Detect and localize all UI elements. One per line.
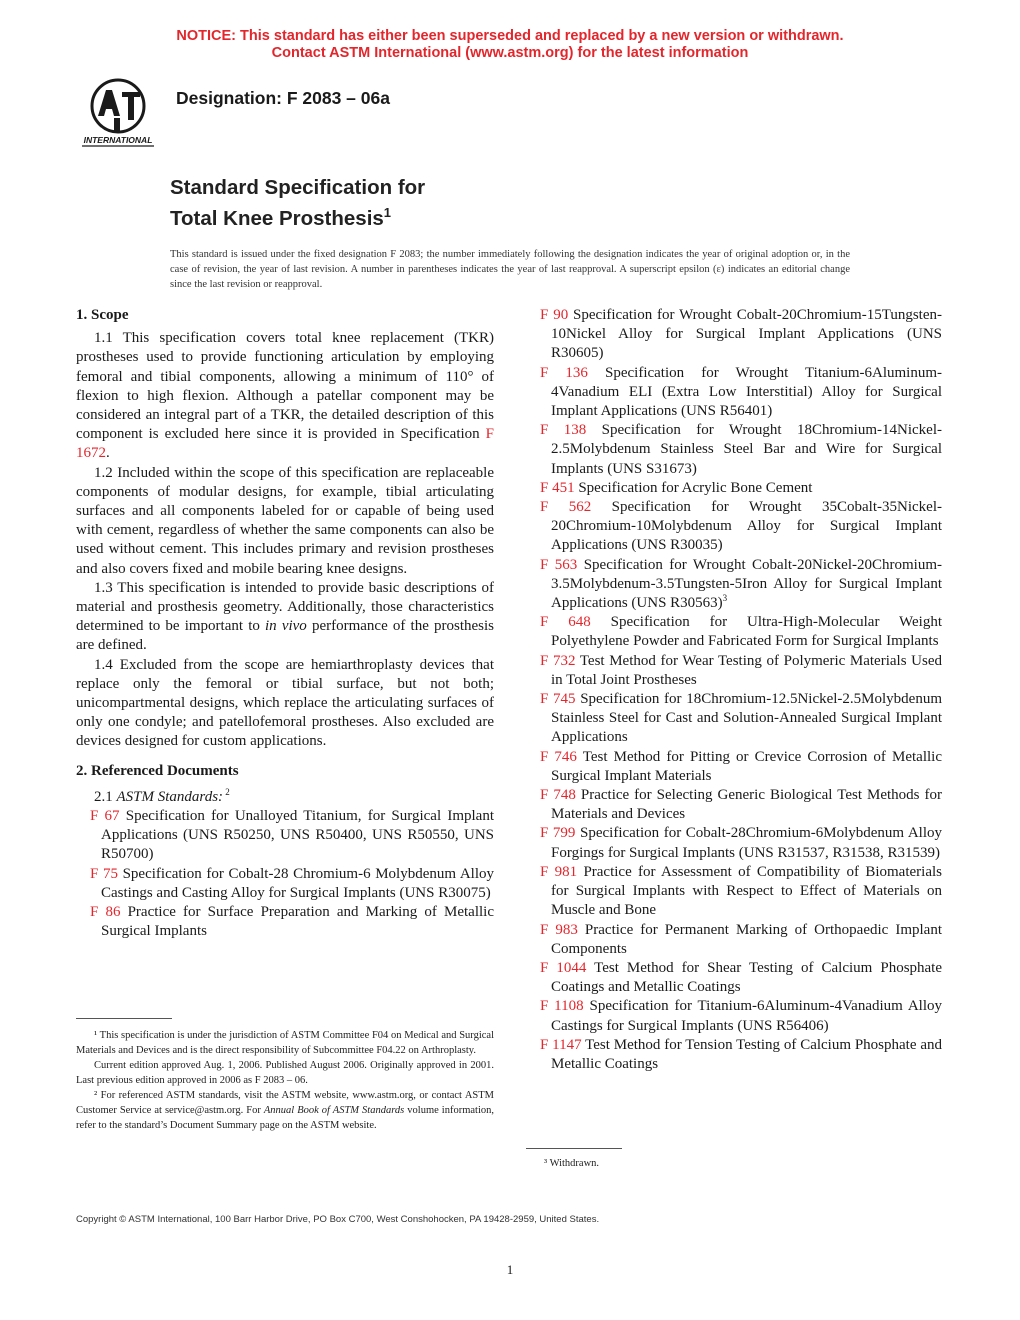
reference-code-link[interactable]: F 745	[540, 691, 576, 708]
reference-title: Specification for Unalloyed Titanium, for Surgical Implant Applications (UNS R50250, UNS R50400, UNS R50550, UNS R50700)	[101, 808, 494, 863]
notice-line-1: NOTICE: This standard has either been superseded and replaced by a new version or withdrawn.	[176, 28, 844, 44]
reference-title: Specification for Wrought Cobalt-20Nickel-20Chromium-3.5Molybdenum-3.5Tungsten-5Iron Alloy for Surgical Implant Applications (UNS R30563)	[551, 556, 942, 612]
reference-item	[540, 652, 942, 690]
footnote-1: ¹ This specification is under the jurisdiction of ASTM Committee F04 on Medical and Surgical Materials and Devices and is the direct responsibility of Subcommittee F04.22 on Arthroplasty.	[76, 1030, 494, 1056]
link-f1672[interactable]: F 1672	[76, 426, 494, 462]
reference-item	[540, 997, 942, 1035]
section-heading-scope: 1. Scope	[76, 307, 129, 323]
reference-code-link[interactable]: F 746	[540, 748, 577, 765]
reference-title: Test Method for Wear Testing of Polymeric Materials Used in Total Joint Prostheses	[551, 652, 942, 688]
left-reference-list	[76, 807, 494, 941]
reference-title: Specification for 18Chromium-12.5Nickel-2.5Molybdenum Stainless Steel for Cast and Solution-Annealed Surgical Implant Applications	[551, 691, 943, 746]
astm-logo-icon	[76, 76, 160, 152]
reference-title: Practice for Selecting Generic Biological Test Methods for Materials and Devices	[551, 787, 942, 823]
section-heading-referenced-documents: 2. Referenced Documents	[76, 762, 239, 779]
footnote-divider-left	[76, 1018, 172, 1019]
reference-code-link[interactable]: F 1108	[540, 998, 584, 1015]
right-reference-list	[526, 306, 942, 1074]
footnotes-left	[76, 1028, 494, 1133]
reference-code-link[interactable]: F 562	[540, 499, 592, 516]
reference-title: Practice for Surface Preparation and Marking of Metallic Surgical Implants	[101, 904, 494, 940]
notice-line-2: Contact ASTM International (www.astm.org) for the latest information	[271, 45, 749, 61]
reference-title: Test Method for Tension Testing of Calcium Phosphate and Metallic Coatings	[551, 1036, 942, 1072]
reference-title: Specification for Acrylic Bone Cement	[574, 479, 813, 496]
reference-item	[540, 921, 942, 959]
logo-text: INTERNATIONAL	[83, 135, 153, 145]
reference-title: Test Method for Pitting or Crevice Corrosion of Metallic Surgical Implant Materials	[551, 748, 942, 784]
reference-item	[540, 498, 942, 556]
reference-code-link[interactable]: F 451	[540, 479, 575, 496]
astm-logo	[76, 76, 160, 152]
reference-title: Specification for Wrought 35Cobalt-35Nickel-20Chromium-10Molybdenum Alloy for Surgical Implant Applications (UNS R30035)	[551, 499, 942, 554]
reference-code-link[interactable]: F 983	[540, 921, 578, 938]
reference-code-link[interactable]: F 136	[540, 364, 588, 381]
reference-code-link[interactable]: F 732	[540, 652, 576, 669]
reference-title: Specification for Ultra-High-Molecular Weight Polyethylene Powder and Fabricated Form for Surgical Implants	[551, 614, 943, 650]
reference-code-link[interactable]: F 1147	[540, 1036, 582, 1053]
reference-code-link[interactable]: F 86	[90, 904, 121, 921]
copyright-line: Copyright © ASTM International, 100 Barr Harbor Drive, PO Box C700, West Conshohocken, PA 19428-2959, United States.	[76, 1214, 600, 1225]
reference-item	[540, 421, 942, 479]
reference-item	[540, 786, 942, 824]
reference-title: Specification for Wrought Cobalt-20Chromium-15Tungsten-10Nickel Alloy for Surgical Implant Applications (UNS R30605)	[551, 307, 942, 362]
reference-title: Practice for Permanent Marking of Orthopaedic Implant Components	[551, 921, 943, 957]
reference-item	[90, 865, 494, 903]
reference-code-link[interactable]: F 75	[90, 865, 118, 882]
reference-item	[540, 613, 942, 651]
reference-code-link[interactable]: F 1044	[540, 959, 587, 976]
reference-title: Specification for Wrought Titanium-6Aluminum-4Vanadium ELI (Extra Low Interstitial) Alloy for Surgical Implant Applications (UNS R56401)	[551, 364, 942, 420]
footnotes-right	[526, 1156, 942, 1171]
reference-title: Specification for Titanium-6Aluminum-4Vanadium Alloy Castings for Surgical Implants (UNS R56406)	[551, 998, 942, 1034]
reference-code-link[interactable]: F 138	[540, 422, 587, 439]
reference-code-link[interactable]: F 799	[540, 825, 576, 842]
reference-title: Test Method for Shear Testing of Calcium Phosphate Coatings and Metallic Coatings	[551, 959, 943, 996]
reference-item	[540, 690, 942, 748]
footnote-2: ² For referenced ASTM standards, visit the ASTM website, www.astm.org, or contact ASTM Customer Service at service@astm.org. For Annual Book of ASTM Standards volume information, refer to the standard’s Document Summary page on the ASTM website.	[76, 1090, 494, 1131]
document-title	[170, 175, 425, 231]
astm-standards-subheading: 2.1 ASTM Standards: $^2$	[94, 786, 230, 805]
reference-item	[540, 364, 942, 422]
left-column	[76, 306, 494, 942]
scope-paragraph-1-3: 1.3 This specification is intended to provide basic descriptions of material and prosthesis geometry. Additionally, those characteristics determined to be important to in vivo performance of the prosthesis are defined.	[76, 579, 494, 654]
designation: Designation: F 2083 – 06a	[176, 88, 390, 108]
reference-item	[540, 1036, 942, 1074]
scope-paragraph-1-4: 1.4 Excluded from the scope are hemiarthroplasty devices that replace only the femoral or tibial surface, but not both; unicompartmental designs, which replace the articulating surfaces of only one condyle; and patellofemoral prostheses. Also excluded are devices designed for custom applications.	[76, 656, 494, 750]
standard-intro-note: This standard is issued under the fixed designation F 2083; the number immediately following the designation indicates the year of original adoption or, in the case of revision, the year of last revision. A number in parentheses indicates the year of last reapproval. A superscript epsilon (ε) indicates an editorial change since the last revision or reapproval.	[170, 249, 850, 290]
reference-item	[540, 863, 942, 921]
reference-title: Practice for Assessment of Compatibility of Biomaterials for Surgical Implants with Respect to Effect of Materials on Muscle and Bone	[551, 863, 942, 919]
title-line-1: Standard Specification for	[170, 176, 426, 199]
reference-code-link[interactable]: F 648	[540, 614, 591, 631]
reference-item	[540, 824, 942, 862]
reference-item	[90, 807, 494, 865]
reference-footnote-mark: 3	[722, 593, 728, 604]
reference-code-link[interactable]: F 563	[540, 556, 578, 573]
right-column	[526, 306, 942, 1074]
scope-paragraph-1-1: 1.1 This specification covers total knee replacement (TKR) prostheses used to provide functioning articulation by employing femoral and tibial components, allowing a minimum of 110° of flexion to high flexion. Although a patellar component may be considered an integral part of a TKR, the detailed description of this component is excluded here since it is provided in Specification F 1672.	[76, 330, 494, 462]
title-line-2: Total Knee Prosthesis	[170, 206, 384, 230]
notice-banner	[0, 28, 1020, 62]
reference-item	[540, 959, 942, 997]
reference-item	[540, 479, 942, 498]
reference-item	[540, 748, 942, 786]
reference-item	[90, 903, 494, 941]
scope-paragraph-1-2: 1.2 Included within the scope of this specification are replaceable components of modular designs, for example, tibial articulating surfaces and all components labeled for or capable of being used with cement, regardless of whether the same components can also be used without cement. This includes primary and revision prostheses and also covers fixed and mobile bearing knee designs.	[76, 464, 494, 577]
footnote-divider-right	[526, 1148, 622, 1149]
reference-code-link[interactable]: F 981	[540, 863, 578, 880]
footnote-1-edition: Current edition approved Aug. 1, 2006. Published August 2006. Originally approved in 2001. Last previous edition approved in 2006 as F 2083 – 06.	[76, 1060, 494, 1086]
reference-item	[540, 306, 942, 364]
reference-title: Specification for Cobalt-28Chromium-6Molybdenum Alloy Forgings for Surgical Implants (UNS R31537, R31538, R31539)	[551, 825, 942, 861]
reference-title: Specification for Cobalt-28 Chromium-6 Molybdenum Alloy Castings and Casting Alloy for Surgical Implants (UNS R30075)	[101, 865, 494, 901]
reference-code-link[interactable]: F 748	[540, 787, 576, 804]
page-number: 1	[506, 1262, 514, 1277]
reference-code-link[interactable]: F 67	[90, 808, 120, 825]
reference-title: Specification for Wrought 18Chromium-14Nickel-2.5Molybdenum Stainless Steel Bar and Wire for Surgical Implants (UNS S31673)	[551, 422, 942, 477]
footnote-3: ³ Withdrawn.	[544, 1158, 600, 1169]
title-footnote-mark: 1	[383, 205, 392, 220]
reference-code-link[interactable]: F 90	[540, 307, 569, 323]
reference-item	[540, 556, 942, 614]
